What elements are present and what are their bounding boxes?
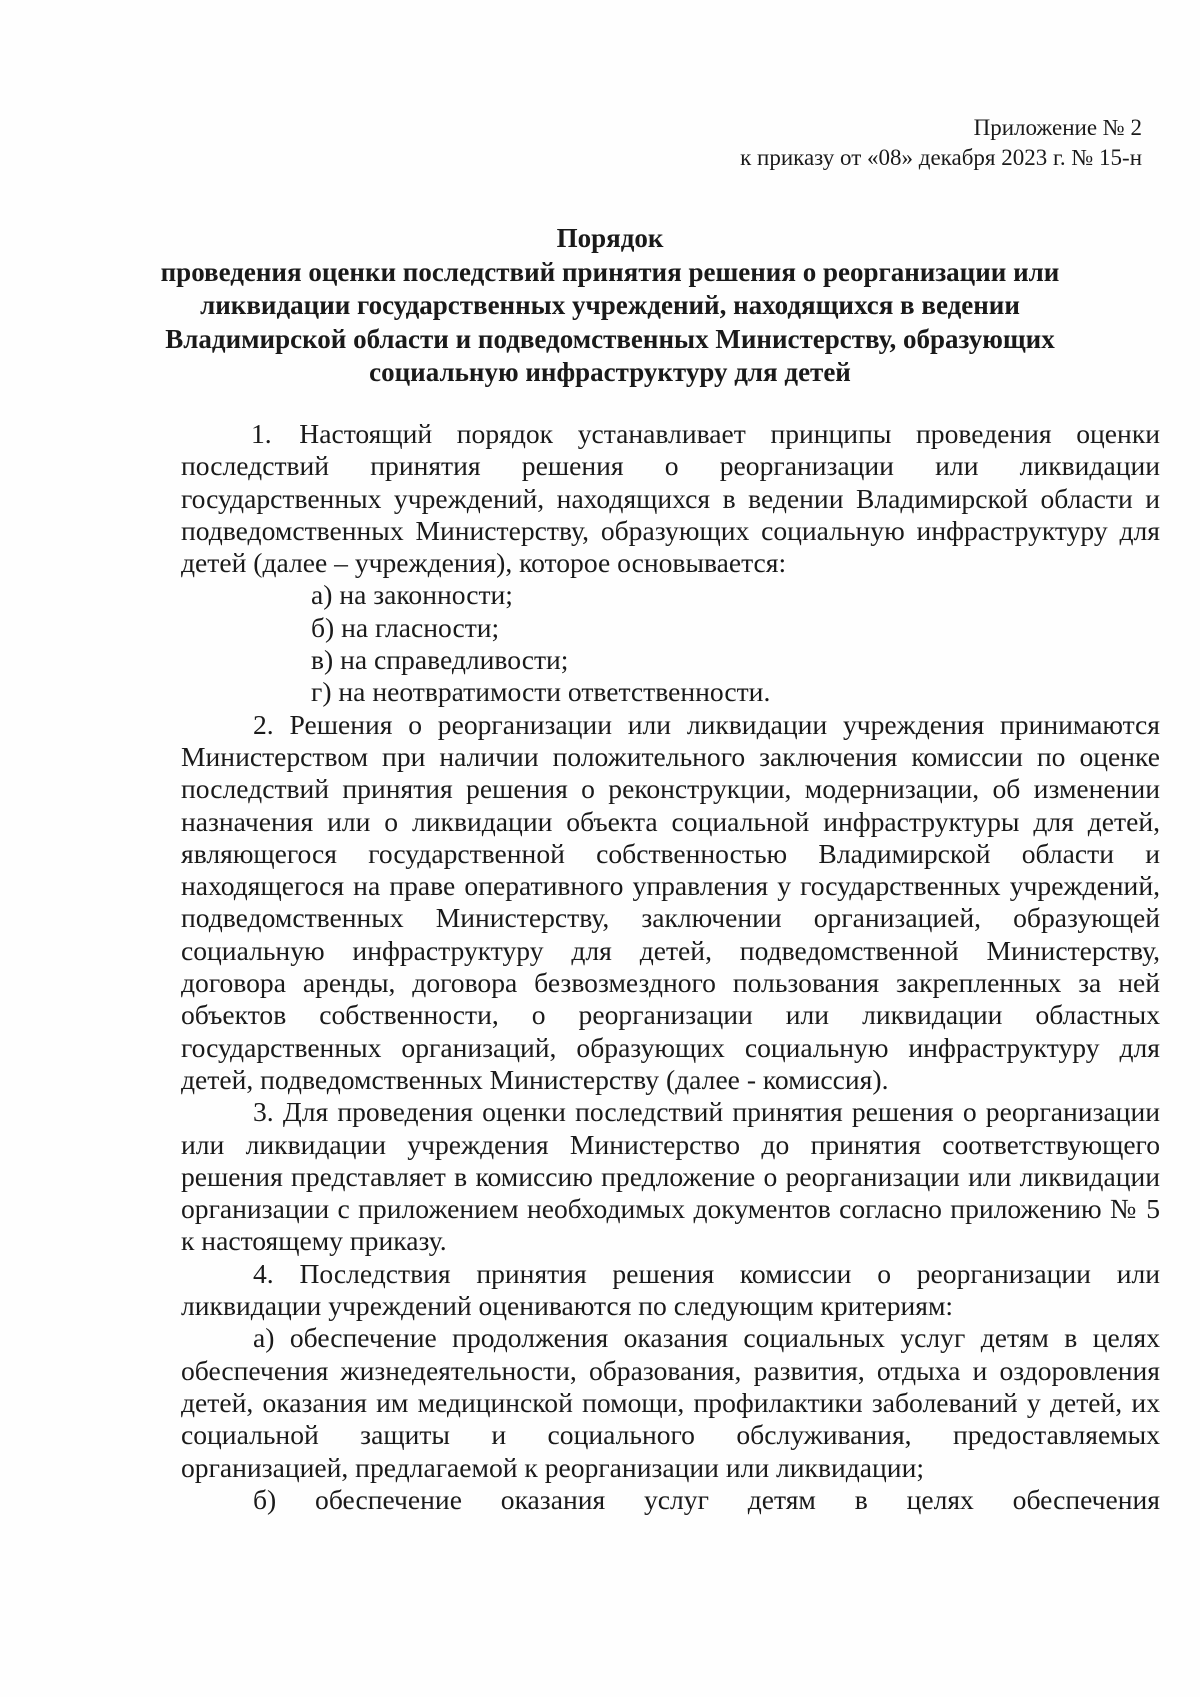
- paragraph-2: 2. Решения о реорганизации или ликвидации учреждения принимаются Министерством при наличии положительного заключения комиссии по оценке последствий принятия решения о реконструкции, модернизации, об изменении назначения или о ликвидации объекта социальной инфраструктуры для детей, являющегося государственной собственностью Владимирской области и находящегося на праве оперативного управления у государственных учреждений, подведомственных Министерству, заключении организацией, образующей социальную инфраструктуру для детей, подведомственной Министерству, договора аренды, договора безвозмездного пользования закрепленных за ней объектов собственности, о реорганизации или ликвидации областных государственных организаций, образующих социальную инфраструктуру для детей, подведомственных Министерству (далее - комиссия).: [181, 708, 1160, 1095]
- paragraph-4-item-a: а) обеспечение продолжения оказания социальных услуг детям в целях обеспечения жизнедеятельности, образования, развития, отдыха и оздоровления детей, оказания им медицинской помощи, профилактики заболеваний у детей, их социальной защиты и социального обслуживания, предоставляемых организацией, предлагаемой к реорганизации или ликвидации;: [181, 1322, 1160, 1483]
- appendix-order-reference: к приказу от «08» декабря 2023 г. № 15-н: [740, 145, 1142, 170]
- paragraph-1: 1. Настоящий порядок устанавливает принципы проведения оценки последствий принятия решения о реорганизации или ликвидации государственных учреждений, находящихся в ведении Владимирской области и подведомственных Министерству, образующих социальную инфраструктуру для детей (далее – учреждения), которое основывается:: [181, 418, 1160, 579]
- appendix-number: Приложение № 2: [973, 115, 1142, 140]
- appendix-header: [740, 113, 1142, 173]
- paragraph-4-item-b: б) обеспечение оказания услуг детям в целях обеспечения: [253, 1483, 1160, 1515]
- document-body: [181, 418, 1160, 1516]
- paragraph-3: 3. Для проведения оценки последствий принятия решения о реорганизации или ликвидации учреждения Министерство до принятия соответствующего решения представляет в комиссию предложение о реорганизации или ликвидации организации с приложением необходимых документов согласно приложению № 5 к настоящему приказу.: [181, 1096, 1160, 1257]
- title-subtitle: проведения оценки последствий принятия решения о реорганизации или ликвидации государственных учреждений, находящихся в ведении Владимирской области и подведомственных Министерству, образующих социальную инфраструктуру для детей: [160, 256, 1060, 387]
- list-item-b: б) на гласности;: [311, 611, 500, 643]
- paragraph-4: 4. Последствия принятия решения комиссии о реорганизации или ликвидации учреждений оцениваются по следующим критериям:: [181, 1257, 1160, 1322]
- list-item-d: г) на неотвратимости ответственности.: [311, 676, 771, 708]
- list-item-c: в) на справедливости;: [311, 644, 569, 676]
- document-title: [150, 222, 1070, 390]
- title-heading: Порядок: [556, 223, 664, 253]
- list-item-a: а) на законности;: [311, 579, 513, 611]
